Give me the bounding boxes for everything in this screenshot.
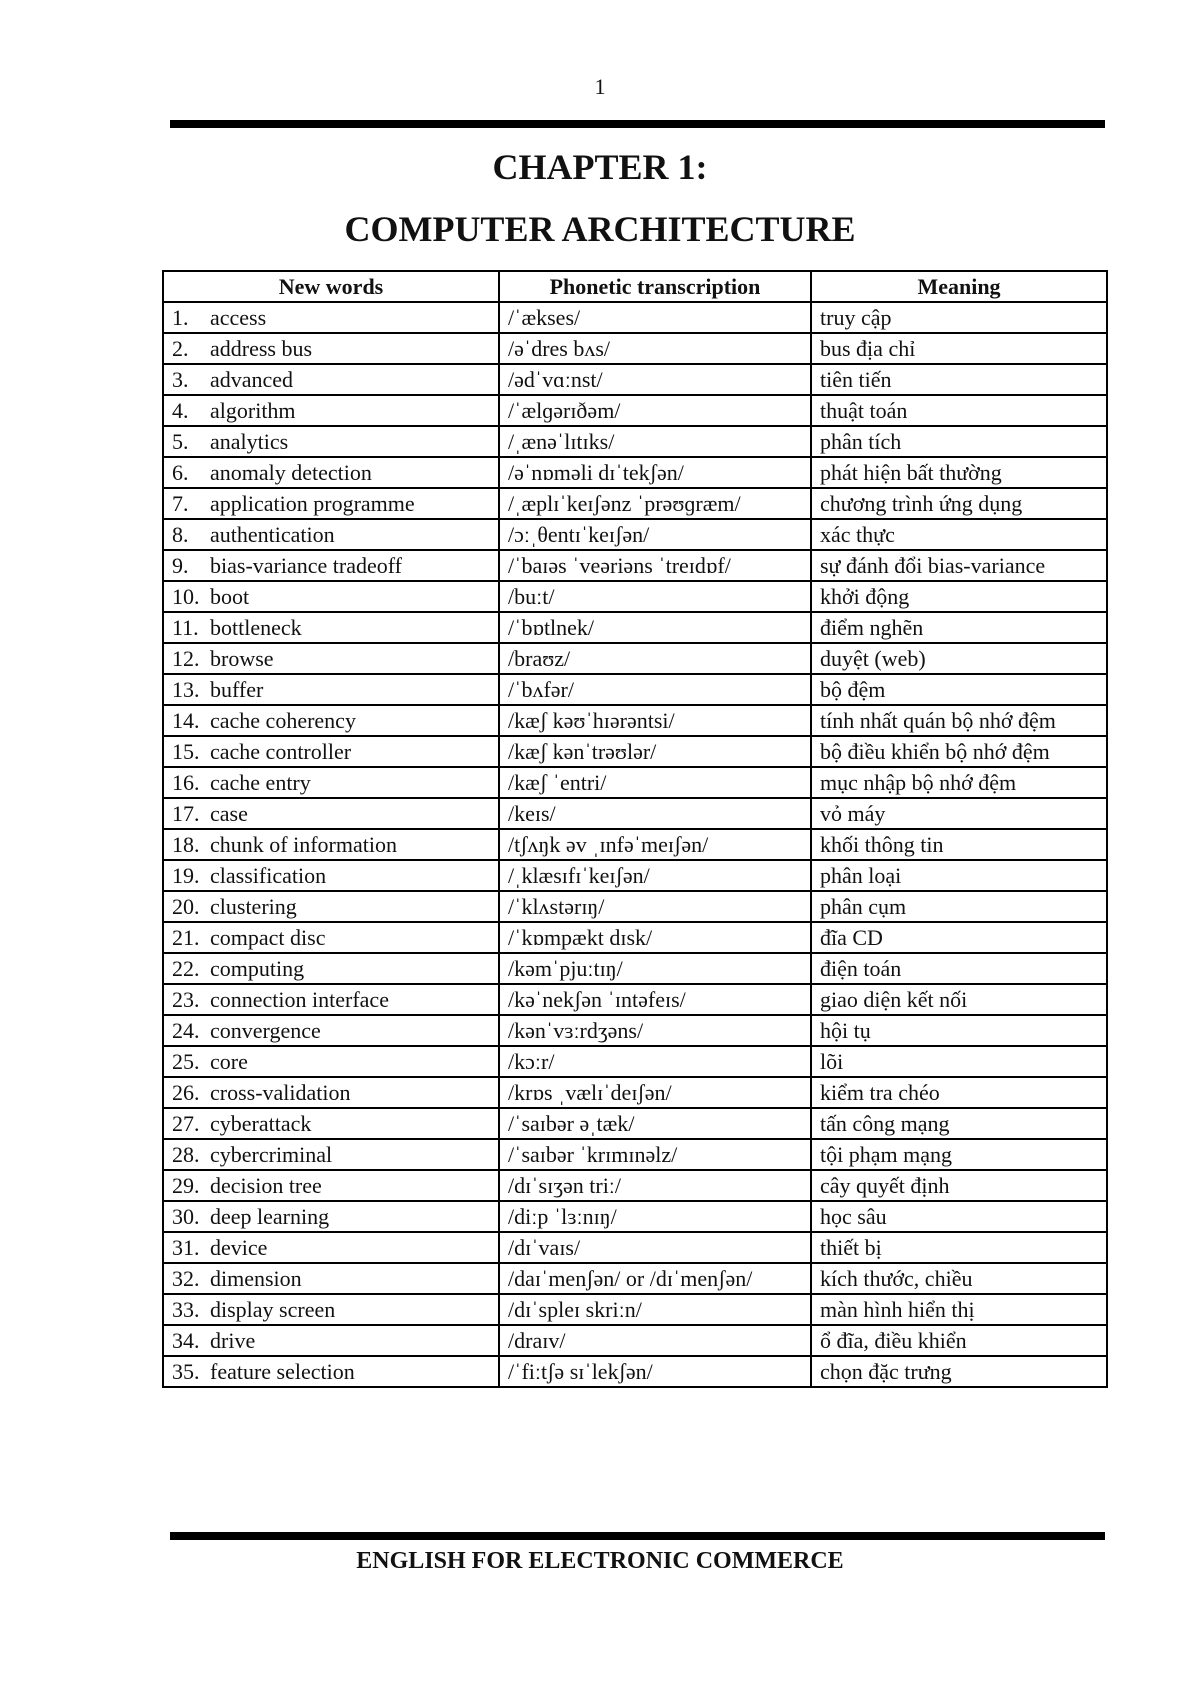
word-cell	[163, 333, 499, 364]
new-word: dimension	[210, 1266, 302, 1291]
table-row	[163, 860, 1107, 891]
chapter-subtitle: COMPUTER ARCHITECTURE	[344, 209, 856, 249]
word-cell	[163, 860, 499, 891]
new-word: access	[210, 305, 267, 330]
phonetic-cell: /kæʃ ˈentri/	[499, 767, 811, 798]
row-number: 17.	[172, 801, 200, 826]
phonetic-cell: /ˈklʌstərɪŋ/	[499, 891, 811, 922]
phonetic-cell: /ɔːˌθentɪˈkeɪʃən/	[499, 519, 811, 550]
meaning-cell: duyệt (web)	[811, 643, 1107, 674]
meaning-cell: học sâu	[811, 1201, 1107, 1232]
phonetic-cell: /ˈbɒtlnek/	[499, 612, 811, 643]
word-cell	[163, 829, 499, 860]
word-cell	[163, 364, 499, 395]
new-word: bottleneck	[210, 615, 302, 640]
new-word: core	[210, 1049, 248, 1074]
new-word: address bus	[210, 336, 313, 361]
meaning-cell: tiên tiến	[811, 364, 1107, 395]
phonetic-cell: /kɔːr/	[499, 1046, 811, 1077]
word-cell	[163, 643, 499, 674]
phonetic-cell: /ˈækses/	[499, 302, 811, 333]
table-row	[163, 1046, 1107, 1077]
phonetic-cell: /ˌæplɪˈkeɪʃənz ˈprəʊɡræm/	[499, 488, 811, 519]
phonetic-cell: /dɪˈvaɪs/	[499, 1232, 811, 1263]
meaning-cell: sự đánh đổi bias-variance	[811, 550, 1107, 581]
new-word: computing	[210, 956, 305, 981]
table-row	[163, 767, 1107, 798]
phonetic-cell: /dɪˈsɪʒən triː/	[499, 1170, 811, 1201]
word-cell	[163, 1325, 499, 1356]
row-number: 25.	[172, 1049, 200, 1074]
table-row	[163, 1108, 1107, 1139]
word-cell	[163, 1294, 499, 1325]
phonetic-cell: /daɪˈmenʃən/ or /dɪˈmenʃən/	[499, 1263, 811, 1294]
new-word: display screen	[210, 1297, 336, 1322]
word-cell	[163, 1263, 499, 1294]
new-word: browse	[210, 646, 274, 671]
word-cell	[163, 457, 499, 488]
table-row	[163, 798, 1107, 829]
table-row	[163, 1201, 1107, 1232]
table-row	[163, 953, 1107, 984]
meaning-cell: xác thực	[811, 519, 1107, 550]
footer-title: ENGLISH FOR ELECTRONIC COMMERCE	[356, 1548, 844, 1574]
meaning-cell: mục nhập bộ nhớ đệm	[811, 767, 1107, 798]
phonetic-cell: /kənˈvɜːrdʒəns/	[499, 1015, 811, 1046]
phonetic-cell: /kəˈnekʃən ˈɪntəfeɪs/	[499, 984, 811, 1015]
row-number: 3.	[172, 367, 189, 392]
phonetic-cell: /kæʃ kəʊˈhɪərəntsi/	[499, 705, 811, 736]
meaning-cell: màn hình hiển thị	[811, 1294, 1107, 1325]
header-rule	[170, 120, 1105, 128]
phonetic-cell: /dɪˈspleɪ skriːn/	[499, 1294, 811, 1325]
phonetic-cell: /kəmˈpjuːtɪŋ/	[499, 953, 811, 984]
phonetic-cell: /krɒs ˌvælɪˈdeɪʃən/	[499, 1077, 811, 1108]
table-row	[163, 550, 1107, 581]
meaning-cell: bộ điều khiển bộ nhớ đệm	[811, 736, 1107, 767]
new-word: classification	[210, 863, 327, 888]
row-number: 34.	[172, 1328, 200, 1353]
meaning-cell: chọn đặc trưng	[811, 1356, 1107, 1387]
meaning-cell: bộ đệm	[811, 674, 1107, 705]
new-word: algorithm	[210, 398, 296, 423]
table-row	[163, 1232, 1107, 1263]
table-row	[163, 1263, 1107, 1294]
phonetic-cell: /ˈælɡərɪðəm/	[499, 395, 811, 426]
row-number: 16.	[172, 770, 200, 795]
table-row	[163, 1170, 1107, 1201]
table-row	[163, 612, 1107, 643]
meaning-cell: điểm nghẽn	[811, 612, 1107, 643]
phonetic-cell: /ˈbʌfər/	[499, 674, 811, 705]
table-row	[163, 891, 1107, 922]
table-row	[163, 395, 1107, 426]
row-number: 26.	[172, 1080, 200, 1105]
word-cell	[163, 1015, 499, 1046]
row-number: 24.	[172, 1018, 200, 1043]
table-row	[163, 1294, 1107, 1325]
row-number: 15.	[172, 739, 200, 764]
table-header-row	[163, 271, 1107, 302]
row-number: 11.	[172, 615, 199, 640]
table-row	[163, 829, 1107, 860]
word-cell	[163, 953, 499, 984]
row-number: 30.	[172, 1204, 200, 1229]
meaning-cell: kiểm tra chéo	[811, 1077, 1107, 1108]
table-row	[163, 302, 1107, 333]
meaning-cell: vỏ máy	[811, 798, 1107, 829]
word-cell	[163, 612, 499, 643]
meaning-cell: giao diện kết nối	[811, 984, 1107, 1015]
table-row	[163, 1139, 1107, 1170]
meaning-cell: phân loại	[811, 860, 1107, 891]
new-word: cyberattack	[210, 1111, 312, 1136]
row-number: 13.	[172, 677, 200, 702]
header-phonetic: Phonetic transcription	[499, 271, 811, 302]
phonetic-cell: /draɪv/	[499, 1325, 811, 1356]
new-word: advanced	[210, 367, 294, 392]
row-number: 5.	[172, 429, 189, 454]
header-new-words: New words	[163, 271, 499, 302]
phonetic-cell: /braʊz/	[499, 643, 811, 674]
meaning-cell: điện toán	[811, 953, 1107, 984]
word-cell	[163, 736, 499, 767]
page-number: 1	[594, 74, 606, 99]
footer-rule	[170, 1532, 1105, 1540]
meaning-cell: khối thông tin	[811, 829, 1107, 860]
phonetic-cell: /əˈdres bʌs/	[499, 333, 811, 364]
phonetic-cell: /diːp ˈlɜːnɪŋ/	[499, 1201, 811, 1232]
word-cell	[163, 705, 499, 736]
word-cell	[163, 426, 499, 457]
table-row	[163, 333, 1107, 364]
new-word: decision tree	[210, 1173, 322, 1198]
new-word: connection interface	[210, 987, 389, 1012]
new-word: compact disc	[210, 925, 326, 950]
word-cell	[163, 519, 499, 550]
word-cell	[163, 302, 499, 333]
word-cell	[163, 1201, 499, 1232]
meaning-cell: phân cụm	[811, 891, 1107, 922]
row-number: 1.	[172, 305, 189, 330]
meaning-cell: bus địa chỉ	[811, 333, 1107, 364]
word-cell	[163, 1232, 499, 1263]
phonetic-cell: /ˈkɒmpækt dɪsk/	[499, 922, 811, 953]
new-word: buffer	[210, 677, 264, 702]
table-row	[163, 581, 1107, 612]
row-number: 28.	[172, 1142, 200, 1167]
meaning-cell: lõi	[811, 1046, 1107, 1077]
row-number: 19.	[172, 863, 200, 888]
table-row	[163, 674, 1107, 705]
row-number: 10.	[172, 584, 200, 609]
word-cell	[163, 550, 499, 581]
new-word: boot	[210, 584, 250, 609]
row-number: 29.	[172, 1173, 200, 1198]
row-number: 4.	[172, 398, 189, 423]
new-word: feature selection	[210, 1359, 355, 1384]
new-word: cache entry	[210, 770, 311, 795]
word-cell	[163, 922, 499, 953]
new-word: anomaly detection	[210, 460, 372, 485]
phonetic-cell: /ˌklæsɪfɪˈkeɪʃən/	[499, 860, 811, 891]
new-word: chunk of information	[210, 832, 397, 857]
table-row	[163, 1356, 1107, 1387]
row-number: 7.	[172, 491, 189, 516]
table-row	[163, 1325, 1107, 1356]
table-row	[163, 922, 1107, 953]
meaning-cell: hội tụ	[811, 1015, 1107, 1046]
row-number: 31.	[172, 1235, 200, 1260]
meaning-cell: phân tích	[811, 426, 1107, 457]
word-cell	[163, 891, 499, 922]
meaning-cell: phát hiện bất thường	[811, 457, 1107, 488]
meaning-cell: chương trình ứng dụng	[811, 488, 1107, 519]
word-cell	[163, 395, 499, 426]
table-row	[163, 426, 1107, 457]
row-number: 8.	[172, 522, 189, 547]
new-word: deep learning	[210, 1204, 330, 1229]
new-word: device	[210, 1235, 268, 1260]
table-row	[163, 519, 1107, 550]
row-number: 14.	[172, 708, 200, 733]
row-number: 6.	[172, 460, 189, 485]
new-word: application programme	[210, 491, 415, 516]
row-number: 22.	[172, 956, 200, 981]
phonetic-cell: /ˈsaɪbər əˌtæk/	[499, 1108, 811, 1139]
table-row	[163, 705, 1107, 736]
new-word: analytics	[210, 429, 289, 454]
table-row	[163, 457, 1107, 488]
table-row	[163, 984, 1107, 1015]
word-cell	[163, 1108, 499, 1139]
chapter-title: CHAPTER 1:	[492, 147, 708, 187]
table-row	[163, 643, 1107, 674]
word-cell	[163, 1077, 499, 1108]
phonetic-cell: /əˈnɒməli dɪˈtekʃən/	[499, 457, 811, 488]
row-number: 27.	[172, 1111, 200, 1136]
table-row	[163, 364, 1107, 395]
row-number: 35.	[172, 1359, 200, 1384]
new-word: cache controller	[210, 739, 352, 764]
new-word: cybercriminal	[210, 1142, 333, 1167]
new-word: bias-variance tradeoff	[210, 553, 402, 578]
row-number: 21.	[172, 925, 200, 950]
new-word: convergence	[210, 1018, 321, 1043]
row-number: 12.	[172, 646, 200, 671]
vocabulary-body	[163, 302, 1107, 1387]
meaning-cell: truy cập	[811, 302, 1107, 333]
phonetic-cell: /ədˈvɑːnst/	[499, 364, 811, 395]
new-word: case	[210, 801, 248, 826]
header-meaning: Meaning	[811, 271, 1107, 302]
new-word: cache coherency	[210, 708, 356, 733]
new-word: clustering	[210, 894, 297, 919]
word-cell	[163, 984, 499, 1015]
phonetic-cell: /ˈsaɪbər ˈkrɪmɪnəlz/	[499, 1139, 811, 1170]
word-cell	[163, 1356, 499, 1387]
meaning-cell: thuật toán	[811, 395, 1107, 426]
meaning-cell: thiết bị	[811, 1232, 1107, 1263]
phonetic-cell: /ˌænəˈlɪtɪks/	[499, 426, 811, 457]
meaning-cell: kích thước, chiều	[811, 1263, 1107, 1294]
meaning-cell: tấn công mạng	[811, 1108, 1107, 1139]
row-number: 18.	[172, 832, 200, 857]
phonetic-cell: /keɪs/	[499, 798, 811, 829]
table-row	[163, 1015, 1107, 1046]
table-row	[163, 488, 1107, 519]
word-cell	[163, 581, 499, 612]
meaning-cell: tội phạm mạng	[811, 1139, 1107, 1170]
meaning-cell: ổ đĩa, điều khiển	[811, 1325, 1107, 1356]
table-row	[163, 736, 1107, 767]
row-number: 32.	[172, 1266, 200, 1291]
phonetic-cell: /tʃʌŋk əv ˌɪnfəˈmeɪʃən/	[499, 829, 811, 860]
phonetic-cell: /kæʃ kənˈtrəʊlər/	[499, 736, 811, 767]
word-cell	[163, 1046, 499, 1077]
row-number: 2.	[172, 336, 189, 361]
row-number: 9.	[172, 553, 189, 578]
word-cell	[163, 798, 499, 829]
phonetic-cell: /buːt/	[499, 581, 811, 612]
word-cell	[163, 674, 499, 705]
row-number: 33.	[172, 1297, 200, 1322]
row-number: 23.	[172, 987, 200, 1012]
meaning-cell: đĩa CD	[811, 922, 1107, 953]
phonetic-cell: /ˈbaɪəs ˈveəriəns ˈtreɪdɒf/	[499, 550, 811, 581]
word-cell	[163, 1170, 499, 1201]
meaning-cell: khởi động	[811, 581, 1107, 612]
new-word: cross-validation	[210, 1080, 351, 1105]
word-cell	[163, 488, 499, 519]
meaning-cell: cây quyết định	[811, 1170, 1107, 1201]
word-cell	[163, 1139, 499, 1170]
phonetic-cell: /ˈfiːtʃə sɪˈlekʃən/	[499, 1356, 811, 1387]
row-number: 20.	[172, 894, 200, 919]
new-word: drive	[210, 1328, 256, 1353]
new-word: authentication	[210, 522, 335, 547]
table-row	[163, 1077, 1107, 1108]
meaning-cell: tính nhất quán bộ nhớ đệm	[811, 705, 1107, 736]
vocabulary-table	[162, 270, 1108, 1388]
word-cell	[163, 767, 499, 798]
